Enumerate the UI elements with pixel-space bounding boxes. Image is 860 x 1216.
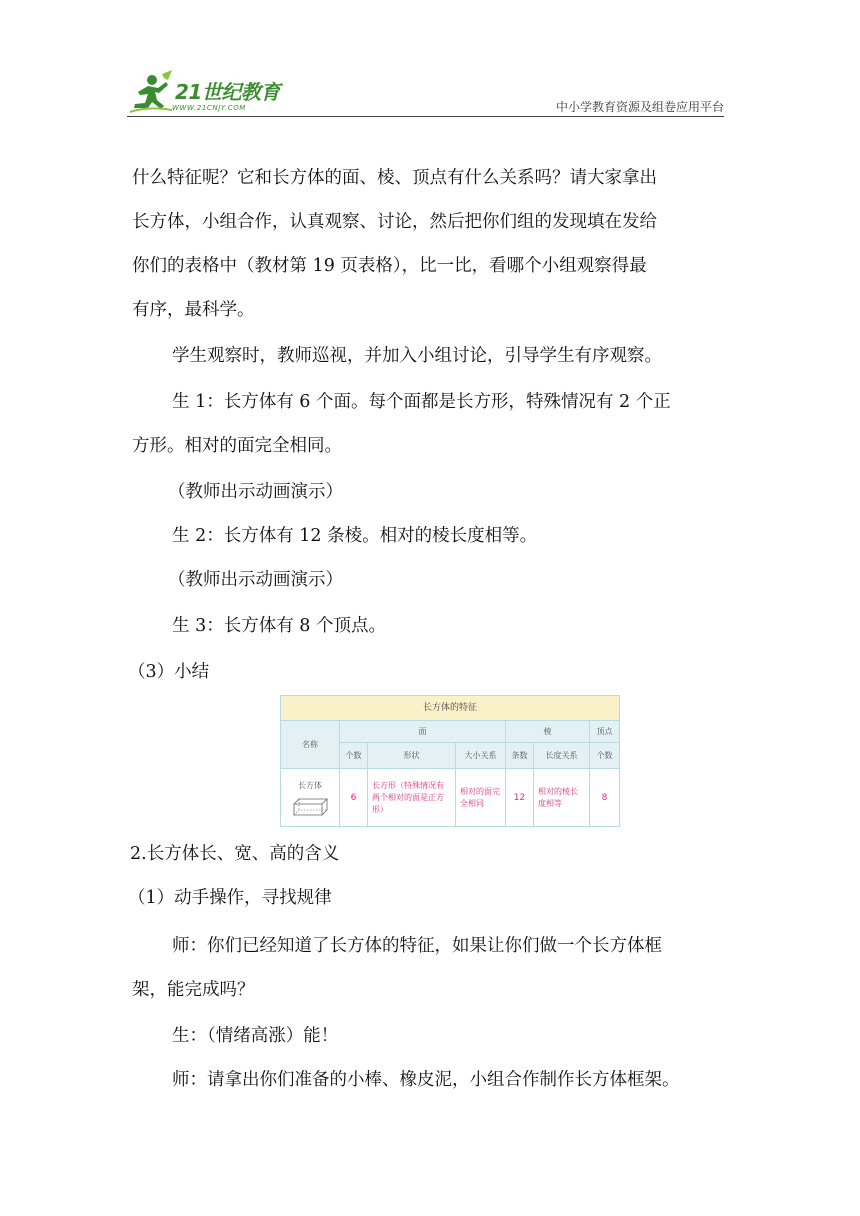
table-caption: 长方体的特征 [281, 696, 620, 721]
paragraph-line: 学生观察时，教师巡视，并加入小组讨论，引导学生有序观察。 [172, 346, 662, 366]
table-header-vertex: 顶点 [590, 721, 620, 743]
header-divider [127, 116, 724, 117]
table-header-face: 面 [340, 721, 506, 743]
runner-logo-icon [128, 68, 174, 114]
logo-text: 21世纪教育 [175, 80, 280, 104]
paragraph-line: （教师出示动画演示） [168, 570, 343, 590]
platform-title: 中小学教育资源及组卷应用平台 [555, 100, 724, 114]
paragraph-line: （3）小结 [128, 662, 210, 682]
paragraph-line: 生 3：长方体有 8 个顶点。 [172, 616, 386, 636]
table-cell-name [281, 769, 340, 827]
table-cell-face-relation: 相对的面完全相同 [456, 769, 506, 827]
cuboid-features-table [280, 695, 619, 827]
paragraph-line: 生 2：长方体有 12 条棱。相对的棱长度相等。 [172, 526, 538, 546]
paragraph-line: 生：（情绪高涨）能！ [172, 1026, 339, 1046]
paragraph-line: 长方体，小组合作，认真观察、讨论，然后把你们组的发现填在发给 [132, 212, 657, 232]
table-subheader: 形状 [368, 743, 456, 769]
logo-url: WWW.21CNJY.COM [172, 104, 246, 112]
table-cell-vertex-count: 8 [590, 769, 620, 827]
table-header-edge: 棱 [506, 721, 590, 743]
paragraph-line: 师：请拿出你们准备的小棒、橡皮泥，小组合作制作长方体框架。 [172, 1070, 680, 1090]
paragraph-line: （1）动手操作，寻找规律 [128, 888, 332, 908]
page-header [0, 0, 860, 120]
table-subheader: 长度关系 [534, 743, 590, 769]
section-heading: 2.长方体长、宽、高的含义 [130, 844, 340, 864]
paragraph-line: 方形。相对的面完全相同。 [132, 436, 342, 456]
logo [128, 68, 288, 116]
cuboid-icon [292, 796, 328, 816]
table-cell-face-count: 6 [340, 769, 368, 827]
paragraph-line: 什么特征呢？它和长方体的面、棱、顶点有什么关系吗？请大家拿出 [132, 168, 657, 188]
table-cell-edge-relation: 相对的棱长度相等 [534, 769, 590, 827]
paragraph-line: 有序，最科学。 [132, 300, 255, 320]
table-cell-edge-count: 12 [506, 769, 534, 827]
table-subheader: 条数 [506, 743, 534, 769]
paragraph-line: 架，能完成吗？ [132, 980, 255, 1000]
table-subheader: 个数 [340, 743, 368, 769]
paragraph-line: （教师出示动画演示） [168, 482, 343, 502]
table-cell-face-shape: 长方形（特殊情况有两个相对的面是正方形） [368, 769, 456, 827]
paragraph-line: 生 1：长方体有 6 个面。每个面都是长方形，特殊情况有 2 个正 [172, 392, 671, 412]
table-subheader: 大小关系 [456, 743, 506, 769]
paragraph-line: 你们的表格中（教材第 19 页表格），比一比，看哪个小组观察得最 [132, 256, 647, 276]
paragraph-line: 师：你们已经知道了长方体的特征，如果让你们做一个长方体框 [172, 936, 662, 956]
table-header-name: 名称 [281, 721, 340, 769]
table-subheader: 个数 [590, 743, 620, 769]
table-row-label: 长方体 [298, 780, 322, 790]
